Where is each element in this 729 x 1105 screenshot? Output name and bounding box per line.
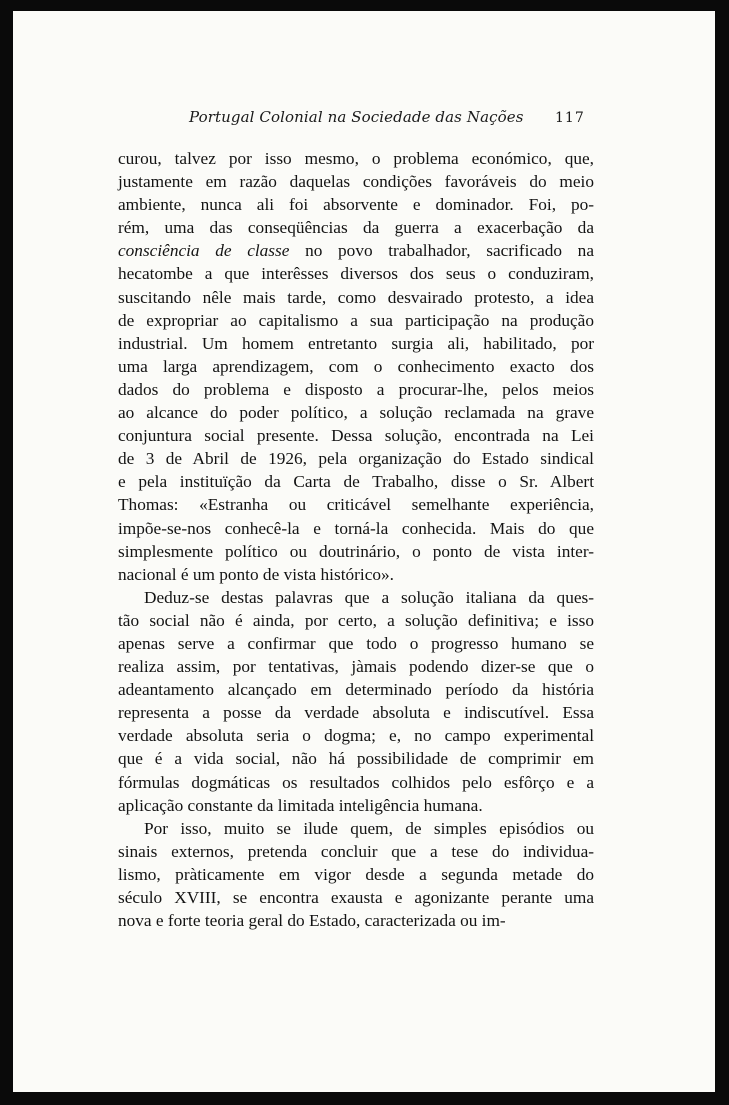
text-line: realiza assim, por tentativas, jàmais podendo dizer-se que o [118,657,594,677]
book-page [13,11,715,1092]
text-line: nova e forte teoria geral do Estado, caracterizada ou im- [118,911,506,931]
paragraph-3 [118,817,594,932]
running-title: Portugal Colonial na Sociedade das Nações [189,108,524,126]
text-line: justamente em razão daquelas condições favoráveis do meio [118,172,594,192]
text-line: adeantamento alcançado em determinado período da história [118,680,594,700]
text-line: representa a posse da verdade absoluta e indiscutível. Essa [118,703,594,723]
text-line: e pela instituïção da Carta de Trabalho, disse o Sr. Albert [118,472,594,492]
text-line: impõe-se-nos conhecê-la e torná-la conhecida. Mais do que [118,518,594,538]
text-line: industrial. Um homem entretanto surgia ali, habilitado, por [118,333,594,353]
text-line: nacional é um ponto de vista histórico». [118,564,394,584]
text-line: século XVIII, se encontra exausta e agonizante perante uma [118,888,594,907]
text-line: Por isso, muito se ilude quem, de simples episódios ou [144,818,594,838]
body-text [118,147,594,932]
text-line: conjuntura social presente. Dessa solução, encontrada na Lei [118,426,594,446]
text-line: verdade absoluta seria o dogma; e, no campo experimental [118,726,594,746]
text-line: suscitando nêle mais tarde, como desvairado protesto, a idea [118,287,594,307]
text-line: uma larga aprendizagem, com o conhecimento exacto dos [118,356,594,376]
text-line: tão social não é ainda, por certo, a solução definitiva; e isso [118,610,594,630]
text-line: dados do problema e disposto a procurar-lhe, pelos meios [118,379,594,399]
text-line: rém, uma das conseqüências da guerra a exacerbação da [118,218,594,238]
running-header [189,108,609,134]
text-line: sinais externos, pretenda concluir que a tese do individua- [118,841,594,861]
text-line: Deduz-se destas palavras que a solução italiana da ques- [144,587,594,607]
text-line: de expropriar ao capitalismo a sua participação na produção [118,310,594,330]
text-line: apenas serve a confirmar que todo o progresso humano se [118,633,594,653]
text-line: que é a vida social, não há possibilidade de comprimir em [118,749,594,769]
text-line: ao alcance do poder político, a solução reclamada na grave [118,403,594,423]
paragraph-1 [118,147,594,586]
text-line: consciência de classe no povo trabalhador, sacrificado na [118,241,594,261]
paragraph-2 [118,586,594,817]
text-line: ambiente, nunca ali foi absorvente e dominador. Foi, po- [118,195,594,215]
text-line: simplesmente político ou doutrinário, o ponto de vista inter- [118,541,594,561]
text-line: curou, talvez por isso mesmo, o problema económico, que, [118,149,594,168]
text-line: de 3 de Abril de 1926, pela organização do Estado sindical [118,449,594,469]
text-line: lismo, pràticamente em vigor desde a segunda metade do [118,864,594,884]
text-line: hecatombe a que interêsses diversos dos seus o conduziram, [118,264,594,284]
text-line: fórmulas dogmáticas os resultados colhidos pelo esfôrço e a [118,772,594,792]
text-line: aplicação constante da limitada inteligência humana. [118,795,483,815]
text-line: Thomas: «Estranha ou criticável semelhante experiência, [118,495,594,515]
page-number: 117 [555,110,585,126]
